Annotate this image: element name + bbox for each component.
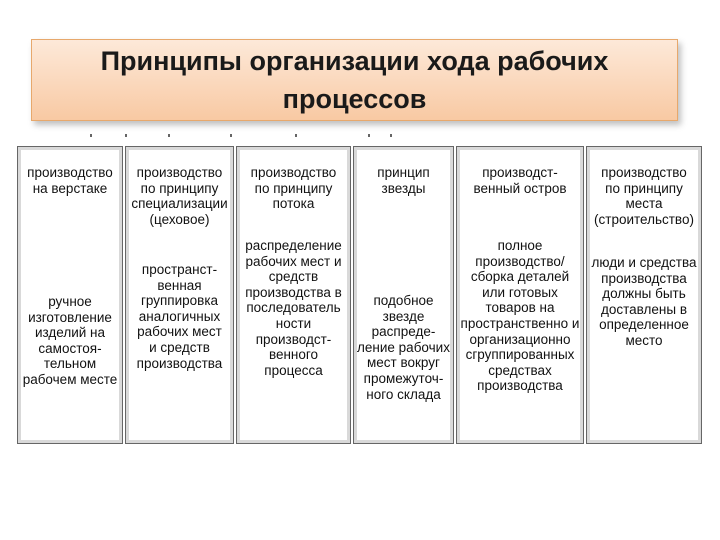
- column-site: [586, 146, 702, 444]
- column-description: пространст- венная группировка аналогичных рабочих мест и средств производства: [136, 262, 223, 371]
- tick-mark: [390, 134, 392, 137]
- column-heading: производство по принципу места (строительство): [594, 165, 694, 227]
- column-heading: производст- венный остров: [473, 165, 567, 196]
- page-title: Принципы организации хода рабочих процессов: [100, 46, 609, 114]
- column-heading: принцип звезды: [377, 165, 430, 196]
- column-description: подобное звезде распреде- ление рабочих мест вокруг промежуточ- ного склада: [357, 293, 450, 402]
- column-star: [353, 146, 454, 444]
- column-description: полное производство/ сборка деталей или готовых товаров на пространственно и организационно сгруппированных средствах производства: [460, 238, 580, 394]
- title-box: [31, 39, 678, 121]
- column-workbench: [17, 146, 123, 444]
- column-description: люди и средства производства должны быть доставлены в определенное место: [591, 255, 697, 348]
- column-flow: [236, 146, 351, 444]
- decorative-ticks: [80, 134, 410, 140]
- column-description: распределение рабочих мест и средств производства в последователь ности производст- венного процесса: [245, 238, 342, 378]
- column-heading: производство по принципу специализации (цеховое): [131, 165, 228, 227]
- tick-mark: [125, 134, 127, 137]
- tick-mark: [295, 134, 297, 137]
- column-description: ручное изготовление изделий на самостоя- тельном рабочем месте: [22, 294, 118, 387]
- column-island: [456, 146, 584, 444]
- tick-mark: [168, 134, 170, 137]
- column-specialization: [125, 146, 234, 444]
- column-heading: производство по принципу потока: [250, 165, 337, 212]
- tick-mark: [90, 134, 92, 137]
- tick-mark: [368, 134, 370, 137]
- column-heading: производство на верстаке: [27, 165, 113, 196]
- tick-mark: [230, 134, 232, 137]
